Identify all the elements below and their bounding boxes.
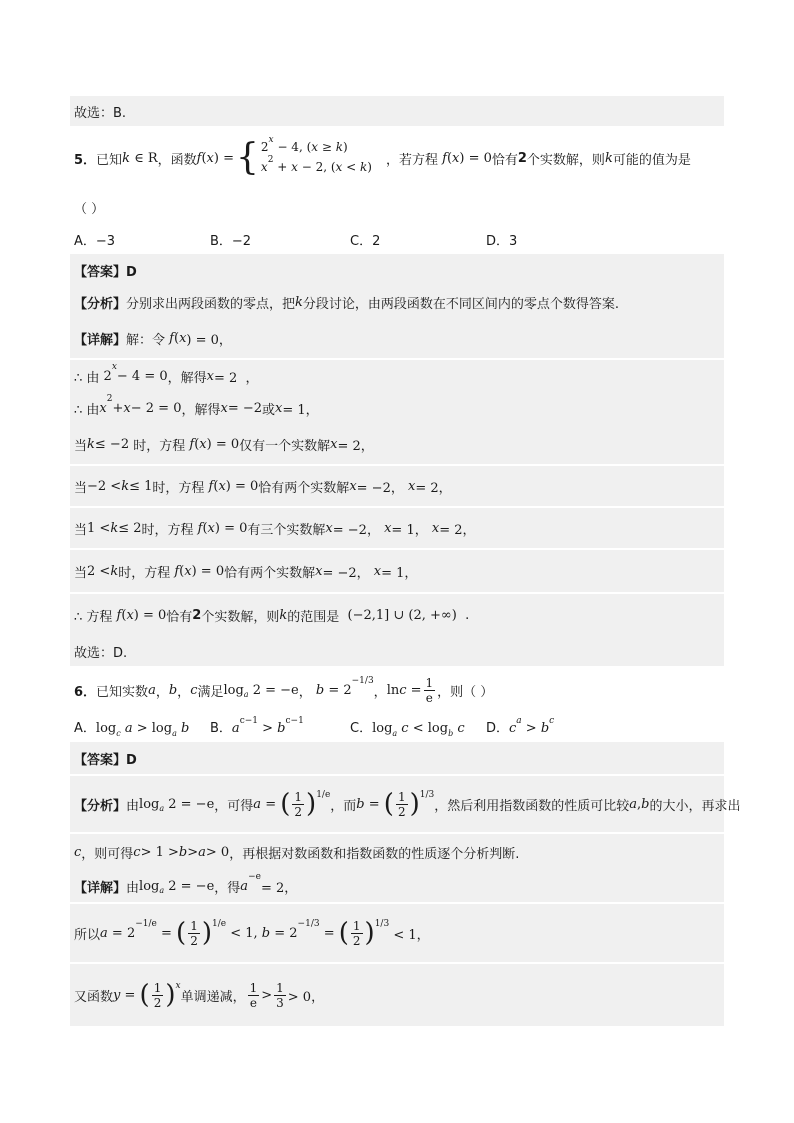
step-text: ，解得	[167, 370, 207, 386]
q6-detail: 【详解】 由 log a 2 = −e ，得 a −e = 2，	[70, 870, 724, 902]
q5-options	[70, 228, 724, 250]
detail-text: 解：令	[126, 332, 166, 348]
analysis-text: ，则可得	[81, 846, 134, 862]
q5-analysis: 【分析】 分别求出两段函数的零点，把 k 分段讨论，由两段函数在不同区间内的零点个数得答案.	[70, 286, 724, 318]
q5-step2: ∴ 由 x 2 + x − 2 = 0 ，解得 x = −2 或 x = 1，	[70, 392, 724, 424]
detail-label: 【详解】	[74, 880, 127, 896]
q5-case3: 当 1 < k ≤ 2 时，方程 f ( x ) = 0 有三个实数解 x = −2， x = 1， x = 2，	[70, 508, 724, 548]
q6-analysis-2: c ，则可得 c > 1 > b > a > 0 ，再根据对数函数和指数函数的性质逐个分析判断.	[70, 834, 724, 870]
case-text: 时，方程	[133, 438, 186, 454]
analysis-text: ，而	[330, 798, 357, 814]
q6-analysis-1: 【分析】 由 log a 2 = −e ，可得 a = ( $\frac{1}{2}$ ) 1/e ，而 b = ( $\frac{1}{2}$ ) 1/3 ，然后利用指数函数的性质可比较 a , b 的大小，再求出	[70, 776, 724, 832]
q6-detail-3: 又函数 y = ( $\frac{1}{2}$ ) x 单调递减， $\frac{1}{e}$ > $\frac{1}{3}$ > 0，	[70, 964, 724, 1026]
q6-text: ，则（ ）	[437, 684, 494, 700]
detail-text: 由	[126, 880, 140, 896]
q6-text: 满足	[197, 684, 224, 700]
q5-text: ，若方程	[385, 152, 438, 168]
detail-label: 【详解】	[74, 332, 127, 348]
detail-text: ，得	[214, 880, 241, 896]
q5-case4: 当 2 < k 时，方程 f ( x ) = 0 恰有两个实数解 x = −2， x = 1，	[70, 550, 724, 592]
q5-option-c: C．2	[350, 233, 381, 249]
step-text: ∴ 由	[74, 370, 100, 386]
analysis-text: ，可得	[214, 798, 254, 814]
conclusion-text: 恰有	[166, 609, 193, 625]
q6-detail-2: 所以 a = 2 −1/e = ( $\frac{1}{2}$ ) 1/e < 1, b = 2 −1/3 = ( $\frac{1}{2}$ ) 1/3 < 1，	[70, 904, 724, 962]
conclusion-text: ∴ 方程	[74, 609, 113, 625]
analysis-text: ，然后利用指数函数的性质可比较	[434, 798, 630, 814]
q5-answer	[70, 254, 724, 286]
case-text: 当	[74, 438, 88, 454]
step-text: ∴ 由	[74, 402, 100, 418]
q5-text: ，函数	[157, 152, 197, 168]
case-text: 时，方程	[141, 522, 194, 538]
analysis-text: ，再根据对数函数和指数函数的性质逐个分析判断.	[229, 846, 520, 862]
q6-number: 6．	[74, 684, 97, 700]
prev-answer: 故选：B.	[74, 105, 127, 121]
case-text: 有三个实数解	[247, 522, 326, 538]
case-text: 当	[74, 480, 88, 496]
q6-text: 已知实数	[96, 684, 149, 700]
analysis-label: 【分析】	[74, 798, 127, 814]
q6-option-c: C．$\log_a c < \log_b c$	[350, 720, 465, 738]
q6-stem: 6． 已知实数 a ， b ， c 满足 log a 2 = −e ， b = 2 −1/3 ， ln c = $\frac{1}{e}$ ，则（ ）	[74, 675, 494, 705]
q6-answer	[70, 742, 724, 774]
analysis-text: 分别求出两段函数的零点，把	[126, 296, 296, 312]
q5-count: 2	[517, 150, 527, 166]
q5-conclusion: ∴ 方程 f ( x ) = 0 恰有 2 个实数解，则 k 的范围是 (−2,1] ∪ (2, +∞) .	[70, 594, 724, 636]
conclusion-count: 2	[192, 607, 202, 623]
answer-label: 【答案】D	[74, 264, 137, 280]
analysis-label: 【分析】	[74, 296, 127, 312]
q5-option-b: B．−2	[210, 233, 252, 249]
q5-final	[70, 636, 724, 666]
case-text: 时，方程	[152, 480, 205, 496]
detail-text: 又函数	[74, 989, 114, 1005]
q5-option-a: A．−3	[74, 233, 116, 249]
detail-text: 所以	[74, 927, 101, 943]
q5-number: 5．	[74, 152, 97, 168]
q6-option-a: A．$\log_c a > \log_a b$	[74, 720, 190, 738]
step-text: 或	[262, 402, 276, 418]
answer-paren: （ ）	[74, 201, 105, 217]
q5-text: 已知	[96, 152, 123, 168]
q6-option-d: D．$c^a > b^c$	[486, 715, 555, 736]
q6-option-b: B．$a^{c-1} > b^{c-1}$	[210, 715, 304, 736]
q5-paren-line	[70, 196, 724, 218]
step-text: ，解得	[181, 402, 221, 418]
analysis-text: 由	[126, 798, 140, 814]
detail-text: 单调递减，	[180, 989, 246, 1005]
q5-text: 可能的值为是	[612, 152, 691, 168]
final-answer: 故选：D.	[74, 645, 128, 661]
q5-text: 个实数解，则	[526, 152, 605, 168]
case-text: 仅有一个实数解	[239, 438, 331, 454]
answer-label: 【答案】D	[74, 752, 137, 768]
case-text: 当	[74, 522, 88, 538]
q5-option-d: D．3	[486, 233, 518, 249]
q5-step1: ∴ 由 2 x − 4 = 0 ，解得 x = 2 ，	[70, 360, 724, 392]
q5-stem: 5． 已知 k ∈ R ，函数 f ( x ) = { $2^x - 4$, (x ≥ k) $x^2 + x - 2$, (x < k) ，若方程 f ( x ) = 0 恰有 2 个实数解，则 k 可能的值为是	[74, 135, 691, 178]
case-text: 时，方程	[118, 565, 171, 581]
q5-case1: 当 k ≤ −2 时，方程 f ( x ) = 0 仅有一个实数解 x = 2，	[70, 424, 724, 464]
case-text: 恰有两个实数解	[224, 565, 316, 581]
conclusion-text: 个实数解，则	[201, 609, 280, 625]
analysis-text: 分段讨论，由两段函数在不同区间内的零点个数得答案.	[302, 296, 620, 312]
conclusion-text: 的范围是	[287, 609, 340, 625]
case-text: 恰有两个实数解	[258, 480, 350, 496]
piecewise-function: $2^x - 4$, (x ≥ k) $x^2 + x - 2$, (x < k)	[260, 135, 372, 174]
analysis-text: 的大小，再求出	[649, 798, 741, 814]
q5-case2: 当 −2 < k ≤ 1 时，方程 f ( x ) = 0 恰有两个实数解 x = −2， x = 2，	[70, 466, 724, 506]
q5-detail: 【详解】 解：令 f ( x ) = 0，	[70, 318, 724, 358]
prev-answer-line	[70, 96, 724, 126]
q6-options	[70, 714, 724, 738]
q5-text: 恰有	[491, 152, 518, 168]
case-text: 当	[74, 565, 88, 581]
